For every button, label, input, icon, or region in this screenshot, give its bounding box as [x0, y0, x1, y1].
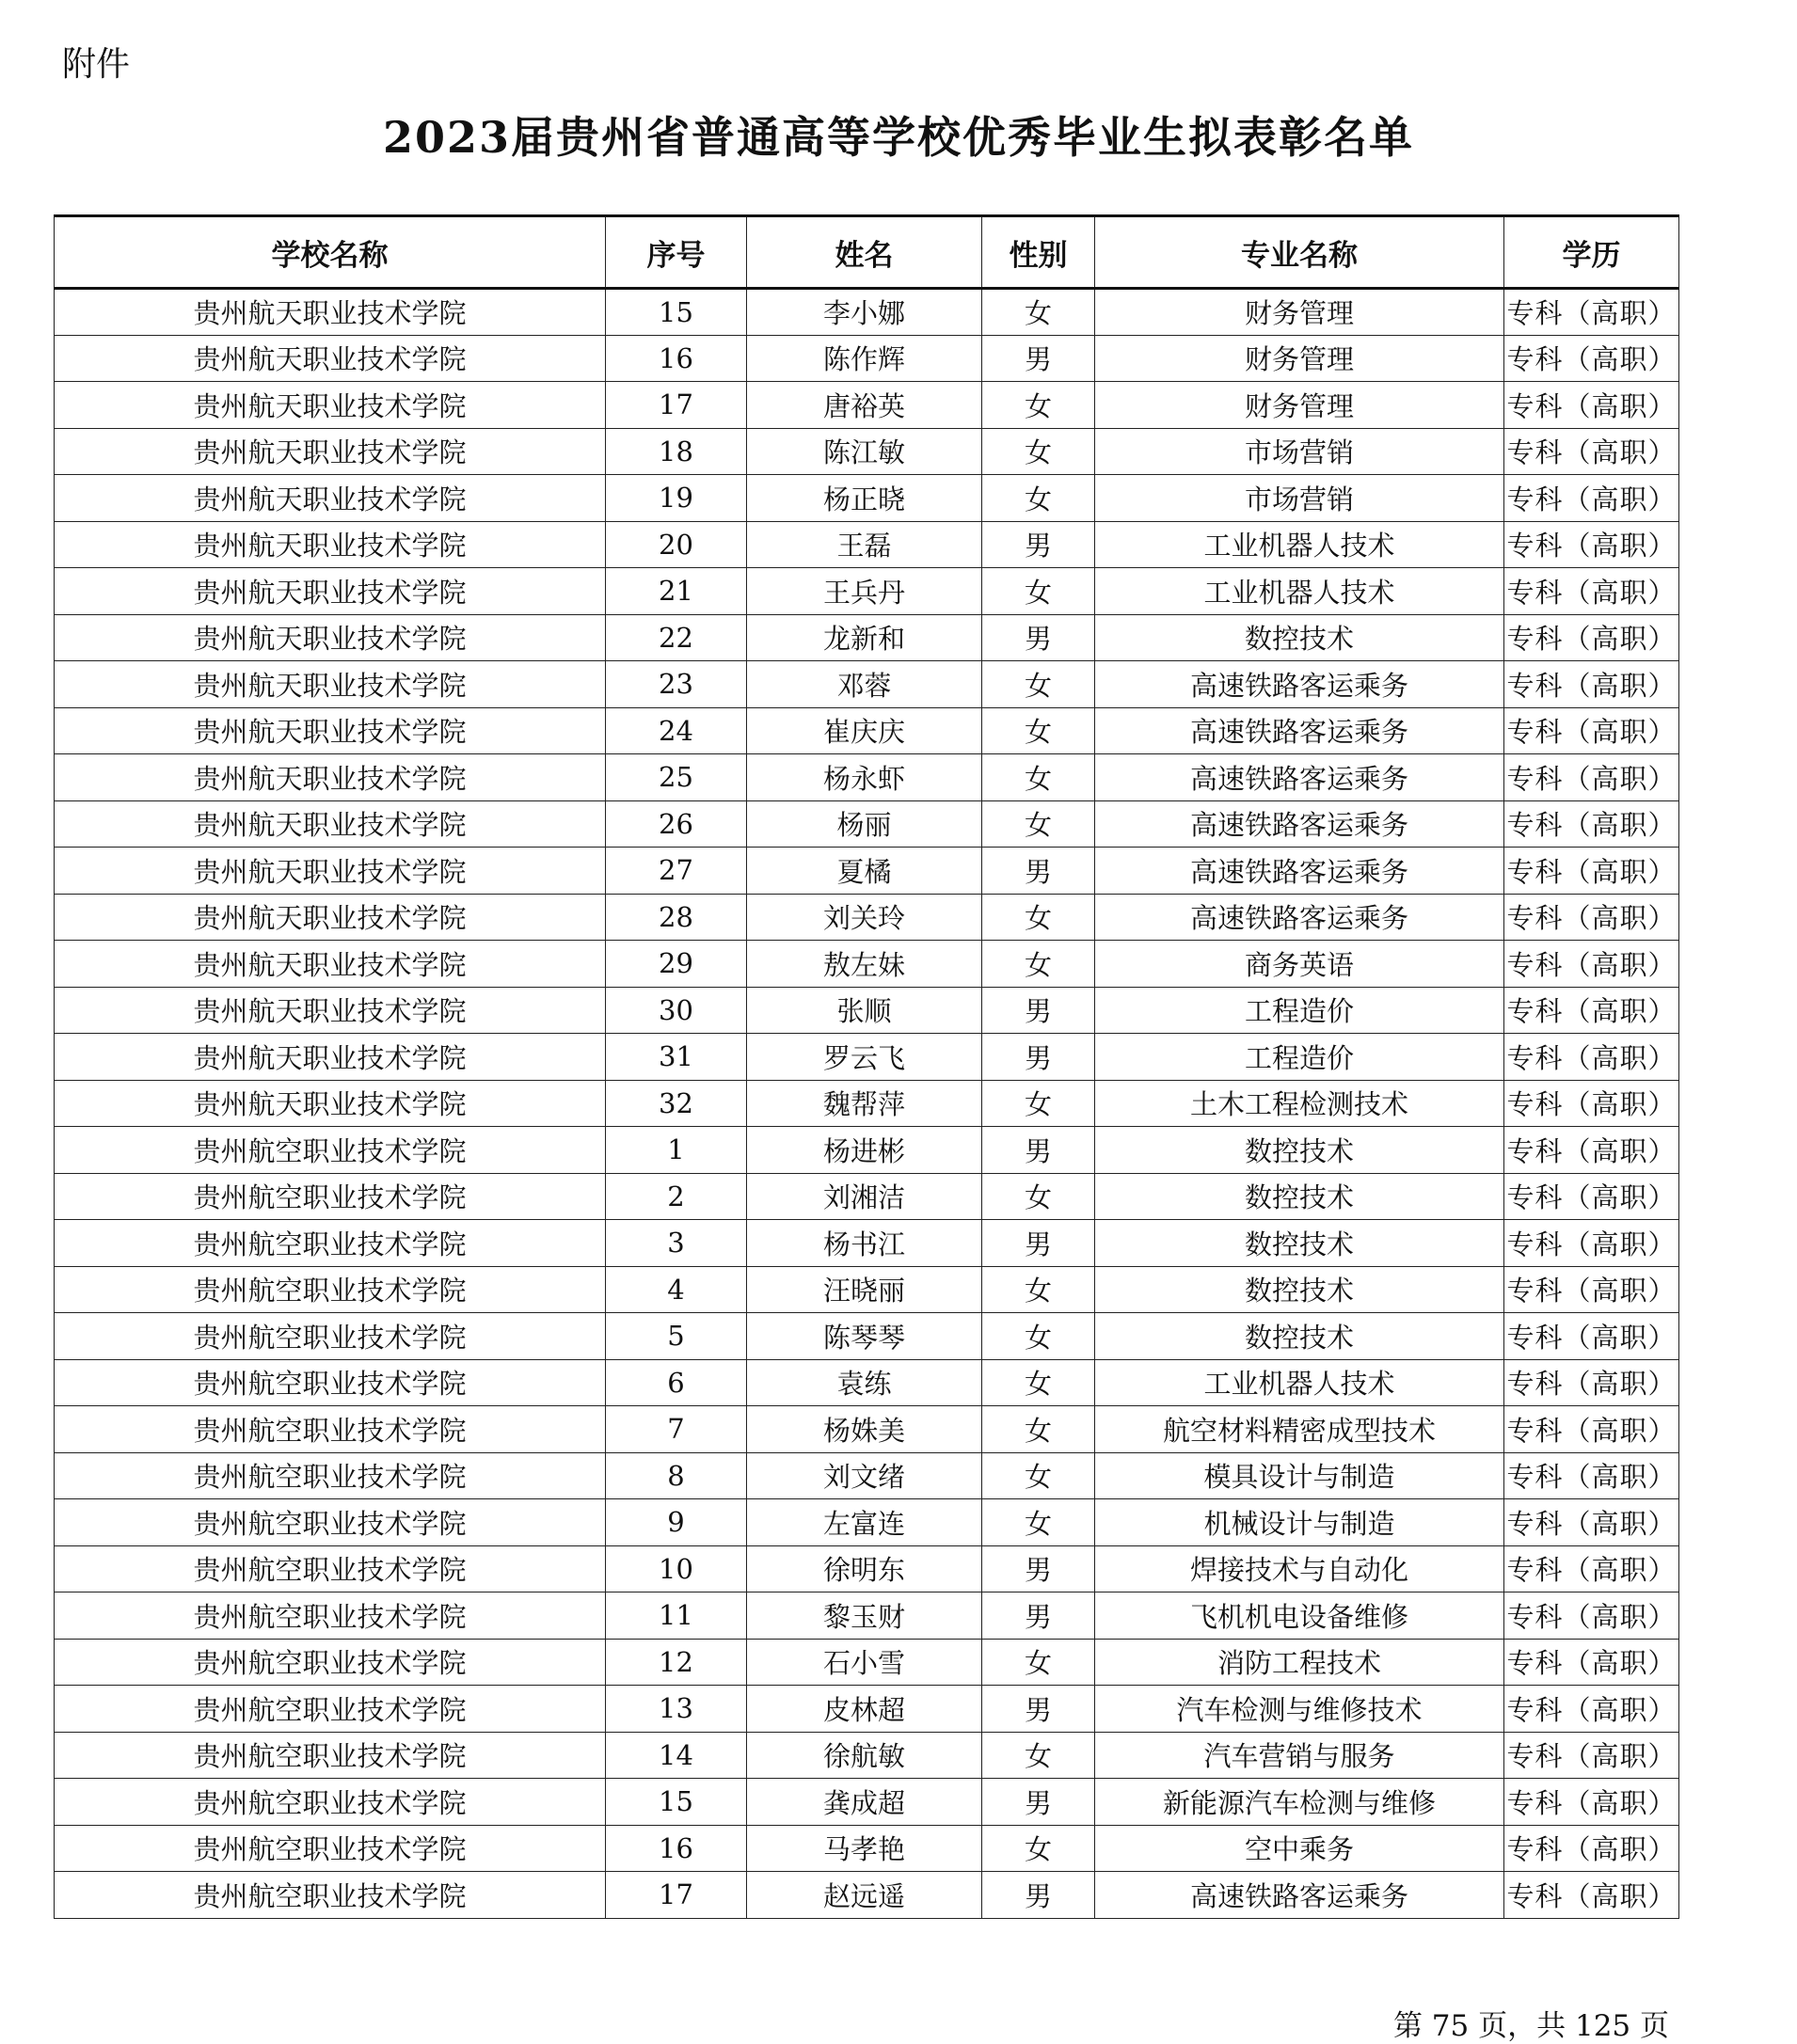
table-row — [55, 661, 1679, 708]
page-footer — [1393, 2002, 1669, 2044]
school-name-cell: 贵州航天职业技术学院 — [55, 707, 606, 754]
serial-number-cell: 11 — [606, 1592, 747, 1640]
education-level-cell: 专科（高职） — [1504, 1080, 1679, 1127]
student-name-cell: 龙新和 — [747, 614, 982, 661]
student-name-cell: 徐明东 — [747, 1545, 982, 1592]
student-name-cell: 石小雪 — [747, 1639, 982, 1686]
gender-cell: 女 — [982, 382, 1095, 429]
school-name-cell: 贵州航天职业技术学院 — [55, 987, 606, 1034]
major-cell: 工程造价 — [1095, 987, 1504, 1034]
school-name-cell: 贵州航空职业技术学院 — [55, 1313, 606, 1360]
education-level-cell: 专科（高职） — [1504, 800, 1679, 848]
school-name-cell: 贵州航空职业技术学院 — [55, 1686, 606, 1733]
major-cell: 新能源汽车检测与维修 — [1095, 1779, 1504, 1826]
school-name-cell: 贵州航空职业技术学院 — [55, 1592, 606, 1640]
education-level-cell: 专科（高职） — [1504, 1592, 1679, 1640]
header-row — [55, 216, 1679, 289]
page-prefix: 第 — [1392, 2009, 1423, 2043]
serial-number-cell: 5 — [606, 1313, 747, 1360]
gender-cell: 女 — [982, 1406, 1095, 1453]
table-row — [55, 1499, 1679, 1546]
gender-cell: 男 — [982, 1592, 1095, 1640]
school-name-cell: 贵州航天职业技术学院 — [55, 382, 606, 429]
serial-number-cell: 9 — [606, 1499, 747, 1546]
student-name-cell: 唐裕英 — [747, 382, 982, 429]
serial-number-cell: 15 — [606, 1779, 747, 1826]
serial-number-cell: 30 — [606, 987, 747, 1034]
table-row — [55, 475, 1679, 522]
student-name-cell: 夏橘 — [747, 848, 982, 895]
student-name-cell: 罗云飞 — [747, 1034, 982, 1081]
school-name-cell: 贵州航天职业技术学院 — [55, 894, 606, 941]
serial-number-cell: 19 — [606, 475, 747, 522]
total-pages: 125 — [1574, 2009, 1631, 2043]
education-level-cell: 专科（高职） — [1504, 521, 1679, 568]
gender-cell: 女 — [982, 1499, 1095, 1546]
school-name-cell: 贵州航空职业技术学院 — [55, 1173, 606, 1220]
education-level-cell: 专科（高职） — [1504, 1872, 1679, 1919]
major-cell: 土木工程检测技术 — [1095, 1080, 1504, 1127]
gender-cell: 男 — [982, 521, 1095, 568]
school-name-cell: 贵州航空职业技术学院 — [55, 1452, 606, 1499]
table-row — [55, 1034, 1679, 1081]
table-row — [55, 1313, 1679, 1360]
gender-cell: 男 — [982, 1779, 1095, 1826]
table-row — [55, 1872, 1679, 1919]
serial-number-cell: 15 — [606, 289, 747, 336]
major-cell: 高速铁路客运乘务 — [1095, 848, 1504, 895]
education-level-cell: 专科（高职） — [1504, 428, 1679, 475]
education-level-cell: 专科（高职） — [1504, 1779, 1679, 1826]
major-cell: 消防工程技术 — [1095, 1639, 1504, 1686]
education-level-cell: 专科（高职） — [1504, 1545, 1679, 1592]
student-name-cell: 赵远遥 — [747, 1872, 982, 1919]
gender-cell: 男 — [982, 848, 1095, 895]
student-name-cell: 杨丽 — [747, 800, 982, 848]
serial-number-cell: 25 — [606, 754, 747, 801]
major-cell: 工程造价 — [1095, 1034, 1504, 1081]
serial-number-cell: 23 — [606, 661, 747, 708]
major-cell: 财务管理 — [1095, 289, 1504, 336]
serial-number-cell: 28 — [606, 894, 747, 941]
serial-number-cell: 14 — [606, 1732, 747, 1779]
table-row — [55, 800, 1679, 848]
table-row — [55, 848, 1679, 895]
serial-number-cell: 6 — [606, 1359, 747, 1406]
table-row — [55, 521, 1679, 568]
table-row — [55, 289, 1679, 336]
header-serial-number: 序号 — [606, 216, 747, 289]
header-school-name: 学校名称 — [55, 216, 606, 289]
major-cell: 模具设计与制造 — [1095, 1452, 1504, 1499]
education-level-cell: 专科（高职） — [1504, 335, 1679, 382]
major-cell: 工业机器人技术 — [1095, 521, 1504, 568]
major-cell: 商务英语 — [1095, 941, 1504, 988]
major-cell: 空中乘务 — [1095, 1825, 1504, 1872]
page-suffix: 页，共 — [1478, 2009, 1566, 2043]
table-row — [55, 754, 1679, 801]
total-suffix: 页 — [1640, 2009, 1669, 2043]
education-level-cell: 专科（高职） — [1504, 1313, 1679, 1360]
serial-number-cell: 4 — [606, 1266, 747, 1313]
education-level-cell: 专科（高职） — [1504, 1220, 1679, 1267]
education-level-cell: 专科（高职） — [1504, 661, 1679, 708]
school-name-cell: 贵州航天职业技术学院 — [55, 568, 606, 615]
major-cell: 财务管理 — [1095, 335, 1504, 382]
table-row — [55, 1173, 1679, 1220]
gender-cell: 女 — [982, 707, 1095, 754]
gender-cell: 女 — [982, 289, 1095, 336]
gender-cell: 女 — [982, 475, 1095, 522]
school-name-cell: 贵州航天职业技术学院 — [55, 475, 606, 522]
student-name-cell: 陈琴琴 — [747, 1313, 982, 1360]
student-name-cell: 马孝艳 — [747, 1825, 982, 1872]
education-level-cell: 专科（高职） — [1504, 1686, 1679, 1733]
major-cell: 高速铁路客运乘务 — [1095, 894, 1504, 941]
graduate-list-table — [54, 214, 1679, 1919]
school-name-cell: 贵州航天职业技术学院 — [55, 335, 606, 382]
school-name-cell: 贵州航天职业技术学院 — [55, 661, 606, 708]
gender-cell: 女 — [982, 1266, 1095, 1313]
school-name-cell: 贵州航天职业技术学院 — [55, 1080, 606, 1127]
education-level-cell: 专科（高职） — [1504, 382, 1679, 429]
gender-cell: 女 — [982, 941, 1095, 988]
gender-cell: 女 — [982, 1359, 1095, 1406]
header-gender: 性别 — [982, 216, 1095, 289]
table-row — [55, 1592, 1679, 1640]
major-cell: 工业机器人技术 — [1095, 568, 1504, 615]
education-level-cell: 专科（高职） — [1504, 894, 1679, 941]
major-cell: 数控技术 — [1095, 1220, 1504, 1267]
gender-cell: 女 — [982, 568, 1095, 615]
serial-number-cell: 7 — [606, 1406, 747, 1453]
attachment-label: 附件 — [62, 45, 131, 84]
page-number: 75 — [1431, 2009, 1470, 2043]
education-level-cell: 专科（高职） — [1504, 1266, 1679, 1313]
education-level-cell: 专科（高职） — [1504, 1359, 1679, 1406]
table-body — [55, 289, 1679, 1919]
school-name-cell: 贵州航天职业技术学院 — [55, 848, 606, 895]
major-cell: 高速铁路客运乘务 — [1095, 754, 1504, 801]
school-name-cell: 贵州航天职业技术学院 — [55, 754, 606, 801]
education-level-cell: 专科（高职） — [1504, 1127, 1679, 1174]
education-level-cell: 专科（高职） — [1504, 1034, 1679, 1081]
table-row — [55, 1359, 1679, 1406]
table-row — [55, 1452, 1679, 1499]
gender-cell: 女 — [982, 1452, 1095, 1499]
major-cell: 高速铁路客运乘务 — [1095, 707, 1504, 754]
student-name-cell: 皮林超 — [747, 1686, 982, 1733]
student-name-cell: 杨永虾 — [747, 754, 982, 801]
table-row — [55, 1779, 1679, 1826]
serial-number-cell: 32 — [606, 1080, 747, 1127]
education-level-cell: 专科（高职） — [1504, 614, 1679, 661]
serial-number-cell: 8 — [606, 1452, 747, 1499]
school-name-cell: 贵州航空职业技术学院 — [55, 1406, 606, 1453]
gender-cell: 男 — [982, 1872, 1095, 1919]
student-name-cell: 杨姝美 — [747, 1406, 982, 1453]
gender-cell: 女 — [982, 1639, 1095, 1686]
gender-cell: 女 — [982, 800, 1095, 848]
major-cell: 汽车营销与服务 — [1095, 1732, 1504, 1779]
gender-cell: 女 — [982, 754, 1095, 801]
student-name-cell: 刘湘洁 — [747, 1173, 982, 1220]
student-name-cell: 邓蓉 — [747, 661, 982, 708]
education-level-cell: 专科（高职） — [1504, 568, 1679, 615]
education-level-cell: 专科（高职） — [1504, 1825, 1679, 1872]
table-row — [55, 614, 1679, 661]
school-name-cell: 贵州航天职业技术学院 — [55, 614, 606, 661]
student-name-cell: 崔庆庆 — [747, 707, 982, 754]
gender-cell: 男 — [982, 335, 1095, 382]
table-header — [55, 216, 1679, 289]
gender-cell: 男 — [982, 1686, 1095, 1733]
major-cell: 高速铁路客运乘务 — [1095, 1872, 1504, 1919]
major-cell: 数控技术 — [1095, 614, 1504, 661]
student-name-cell: 刘关玲 — [747, 894, 982, 941]
gender-cell: 女 — [982, 1173, 1095, 1220]
student-name-cell: 刘文绪 — [747, 1452, 982, 1499]
table-row — [55, 1825, 1679, 1872]
student-name-cell: 杨进彬 — [747, 1127, 982, 1174]
gender-cell: 女 — [982, 894, 1095, 941]
major-cell: 高速铁路客运乘务 — [1095, 800, 1504, 848]
serial-number-cell: 26 — [606, 800, 747, 848]
serial-number-cell: 18 — [606, 428, 747, 475]
major-cell: 数控技术 — [1095, 1266, 1504, 1313]
student-name-cell: 张顺 — [747, 987, 982, 1034]
education-level-cell: 专科（高职） — [1504, 1173, 1679, 1220]
page-title: 2023届贵州省普通高等学校优秀毕业生拟表彰名单 — [382, 112, 1415, 163]
major-cell: 数控技术 — [1095, 1127, 1504, 1174]
school-name-cell: 贵州航天职业技术学院 — [55, 800, 606, 848]
serial-number-cell: 29 — [606, 941, 747, 988]
gender-cell: 男 — [982, 1220, 1095, 1267]
major-cell: 市场营销 — [1095, 475, 1504, 522]
school-name-cell: 贵州航空职业技术学院 — [55, 1499, 606, 1546]
school-name-cell: 贵州航天职业技术学院 — [55, 1034, 606, 1081]
student-name-cell: 杨正晓 — [747, 475, 982, 522]
table-row — [55, 1732, 1679, 1779]
table-row — [55, 894, 1679, 941]
education-level-cell: 专科（高职） — [1504, 754, 1679, 801]
serial-number-cell: 12 — [606, 1639, 747, 1686]
education-level-cell: 专科（高职） — [1504, 987, 1679, 1034]
major-cell: 数控技术 — [1095, 1173, 1504, 1220]
school-name-cell: 贵州航空职业技术学院 — [55, 1872, 606, 1919]
school-name-cell: 贵州航空职业技术学院 — [55, 1825, 606, 1872]
student-name-cell: 龚成超 — [747, 1779, 982, 1826]
education-level-cell: 专科（高职） — [1504, 1406, 1679, 1453]
table-row — [55, 1406, 1679, 1453]
student-name-cell: 李小娜 — [747, 289, 982, 336]
header-education-level: 学历 — [1504, 216, 1679, 289]
gender-cell: 女 — [982, 428, 1095, 475]
major-cell: 汽车检测与维修技术 — [1095, 1686, 1504, 1733]
table-row — [55, 382, 1679, 429]
gender-cell: 男 — [982, 614, 1095, 661]
school-name-cell: 贵州航空职业技术学院 — [55, 1732, 606, 1779]
school-name-cell: 贵州航天职业技术学院 — [55, 428, 606, 475]
school-name-cell: 贵州航天职业技术学院 — [55, 521, 606, 568]
major-cell: 机械设计与制造 — [1095, 1499, 1504, 1546]
student-name-cell: 王磊 — [747, 521, 982, 568]
school-name-cell: 贵州航空职业技术学院 — [55, 1220, 606, 1267]
gender-cell: 男 — [982, 987, 1095, 1034]
table-row — [55, 707, 1679, 754]
major-cell: 飞机机电设备维修 — [1095, 1592, 1504, 1640]
serial-number-cell: 1 — [606, 1127, 747, 1174]
education-level-cell: 专科（高职） — [1504, 1732, 1679, 1779]
education-level-cell: 专科（高职） — [1504, 289, 1679, 336]
school-name-cell: 贵州航空职业技术学院 — [55, 1359, 606, 1406]
table-row — [55, 987, 1679, 1034]
table-row — [55, 941, 1679, 988]
header-major: 专业名称 — [1095, 216, 1504, 289]
education-level-cell: 专科（高职） — [1504, 475, 1679, 522]
serial-number-cell: 3 — [606, 1220, 747, 1267]
student-name-cell: 陈作辉 — [747, 335, 982, 382]
school-name-cell: 贵州航天职业技术学院 — [55, 289, 606, 336]
gender-cell: 女 — [982, 1732, 1095, 1779]
major-cell: 财务管理 — [1095, 382, 1504, 429]
gender-cell: 女 — [982, 661, 1095, 708]
major-cell: 数控技术 — [1095, 1313, 1504, 1360]
serial-number-cell: 13 — [606, 1686, 747, 1733]
student-name-cell: 汪晓丽 — [747, 1266, 982, 1313]
education-level-cell: 专科（高职） — [1504, 1499, 1679, 1546]
student-name-cell: 袁练 — [747, 1359, 982, 1406]
gender-cell: 男 — [982, 1034, 1095, 1081]
table-row — [55, 1639, 1679, 1686]
student-name-cell: 王兵丹 — [747, 568, 982, 615]
serial-number-cell: 16 — [606, 1825, 747, 1872]
serial-number-cell: 21 — [606, 568, 747, 615]
major-cell: 工业机器人技术 — [1095, 1359, 1504, 1406]
serial-number-cell: 17 — [606, 382, 747, 429]
student-name-cell: 杨书江 — [747, 1220, 982, 1267]
major-cell: 航空材料精密成型技术 — [1095, 1406, 1504, 1453]
serial-number-cell: 17 — [606, 1872, 747, 1919]
student-name-cell: 魏帮萍 — [747, 1080, 982, 1127]
major-cell: 市场营销 — [1095, 428, 1504, 475]
serial-number-cell: 20 — [606, 521, 747, 568]
table-row — [55, 1127, 1679, 1174]
education-level-cell: 专科（高职） — [1504, 848, 1679, 895]
header-student-name: 姓名 — [747, 216, 982, 289]
serial-number-cell: 31 — [606, 1034, 747, 1081]
education-level-cell: 专科（高职） — [1504, 1639, 1679, 1686]
student-name-cell: 黎玉财 — [747, 1592, 982, 1640]
gender-cell: 女 — [982, 1825, 1095, 1872]
table-row — [55, 1266, 1679, 1313]
table-row — [55, 428, 1679, 475]
school-name-cell: 贵州航天职业技术学院 — [55, 941, 606, 988]
gender-cell: 男 — [982, 1127, 1095, 1174]
school-name-cell: 贵州航空职业技术学院 — [55, 1266, 606, 1313]
student-name-cell: 徐航敏 — [747, 1732, 982, 1779]
major-cell: 焊接技术与自动化 — [1095, 1545, 1504, 1592]
education-level-cell: 专科（高职） — [1504, 1452, 1679, 1499]
serial-number-cell: 10 — [606, 1545, 747, 1592]
table-row — [55, 1220, 1679, 1267]
serial-number-cell: 27 — [606, 848, 747, 895]
student-name-cell: 陈江敏 — [747, 428, 982, 475]
gender-cell: 女 — [982, 1080, 1095, 1127]
school-name-cell: 贵州航空职业技术学院 — [55, 1639, 606, 1686]
gender-cell: 女 — [982, 1313, 1095, 1360]
education-level-cell: 专科（高职） — [1504, 941, 1679, 988]
table-row — [55, 1686, 1679, 1733]
serial-number-cell: 16 — [606, 335, 747, 382]
table-row — [55, 568, 1679, 615]
serial-number-cell: 24 — [606, 707, 747, 754]
table-row — [55, 1545, 1679, 1592]
student-name-cell: 敖左妹 — [747, 941, 982, 988]
table-row — [55, 335, 1679, 382]
education-level-cell: 专科（高职） — [1504, 707, 1679, 754]
student-name-cell: 左富连 — [747, 1499, 982, 1546]
table-row — [55, 1080, 1679, 1127]
school-name-cell: 贵州航空职业技术学院 — [55, 1127, 606, 1174]
serial-number-cell: 22 — [606, 614, 747, 661]
gender-cell: 男 — [982, 1545, 1095, 1592]
major-cell: 高速铁路客运乘务 — [1095, 661, 1504, 708]
school-name-cell: 贵州航空职业技术学院 — [55, 1545, 606, 1592]
school-name-cell: 贵州航空职业技术学院 — [55, 1779, 606, 1826]
serial-number-cell: 2 — [606, 1173, 747, 1220]
